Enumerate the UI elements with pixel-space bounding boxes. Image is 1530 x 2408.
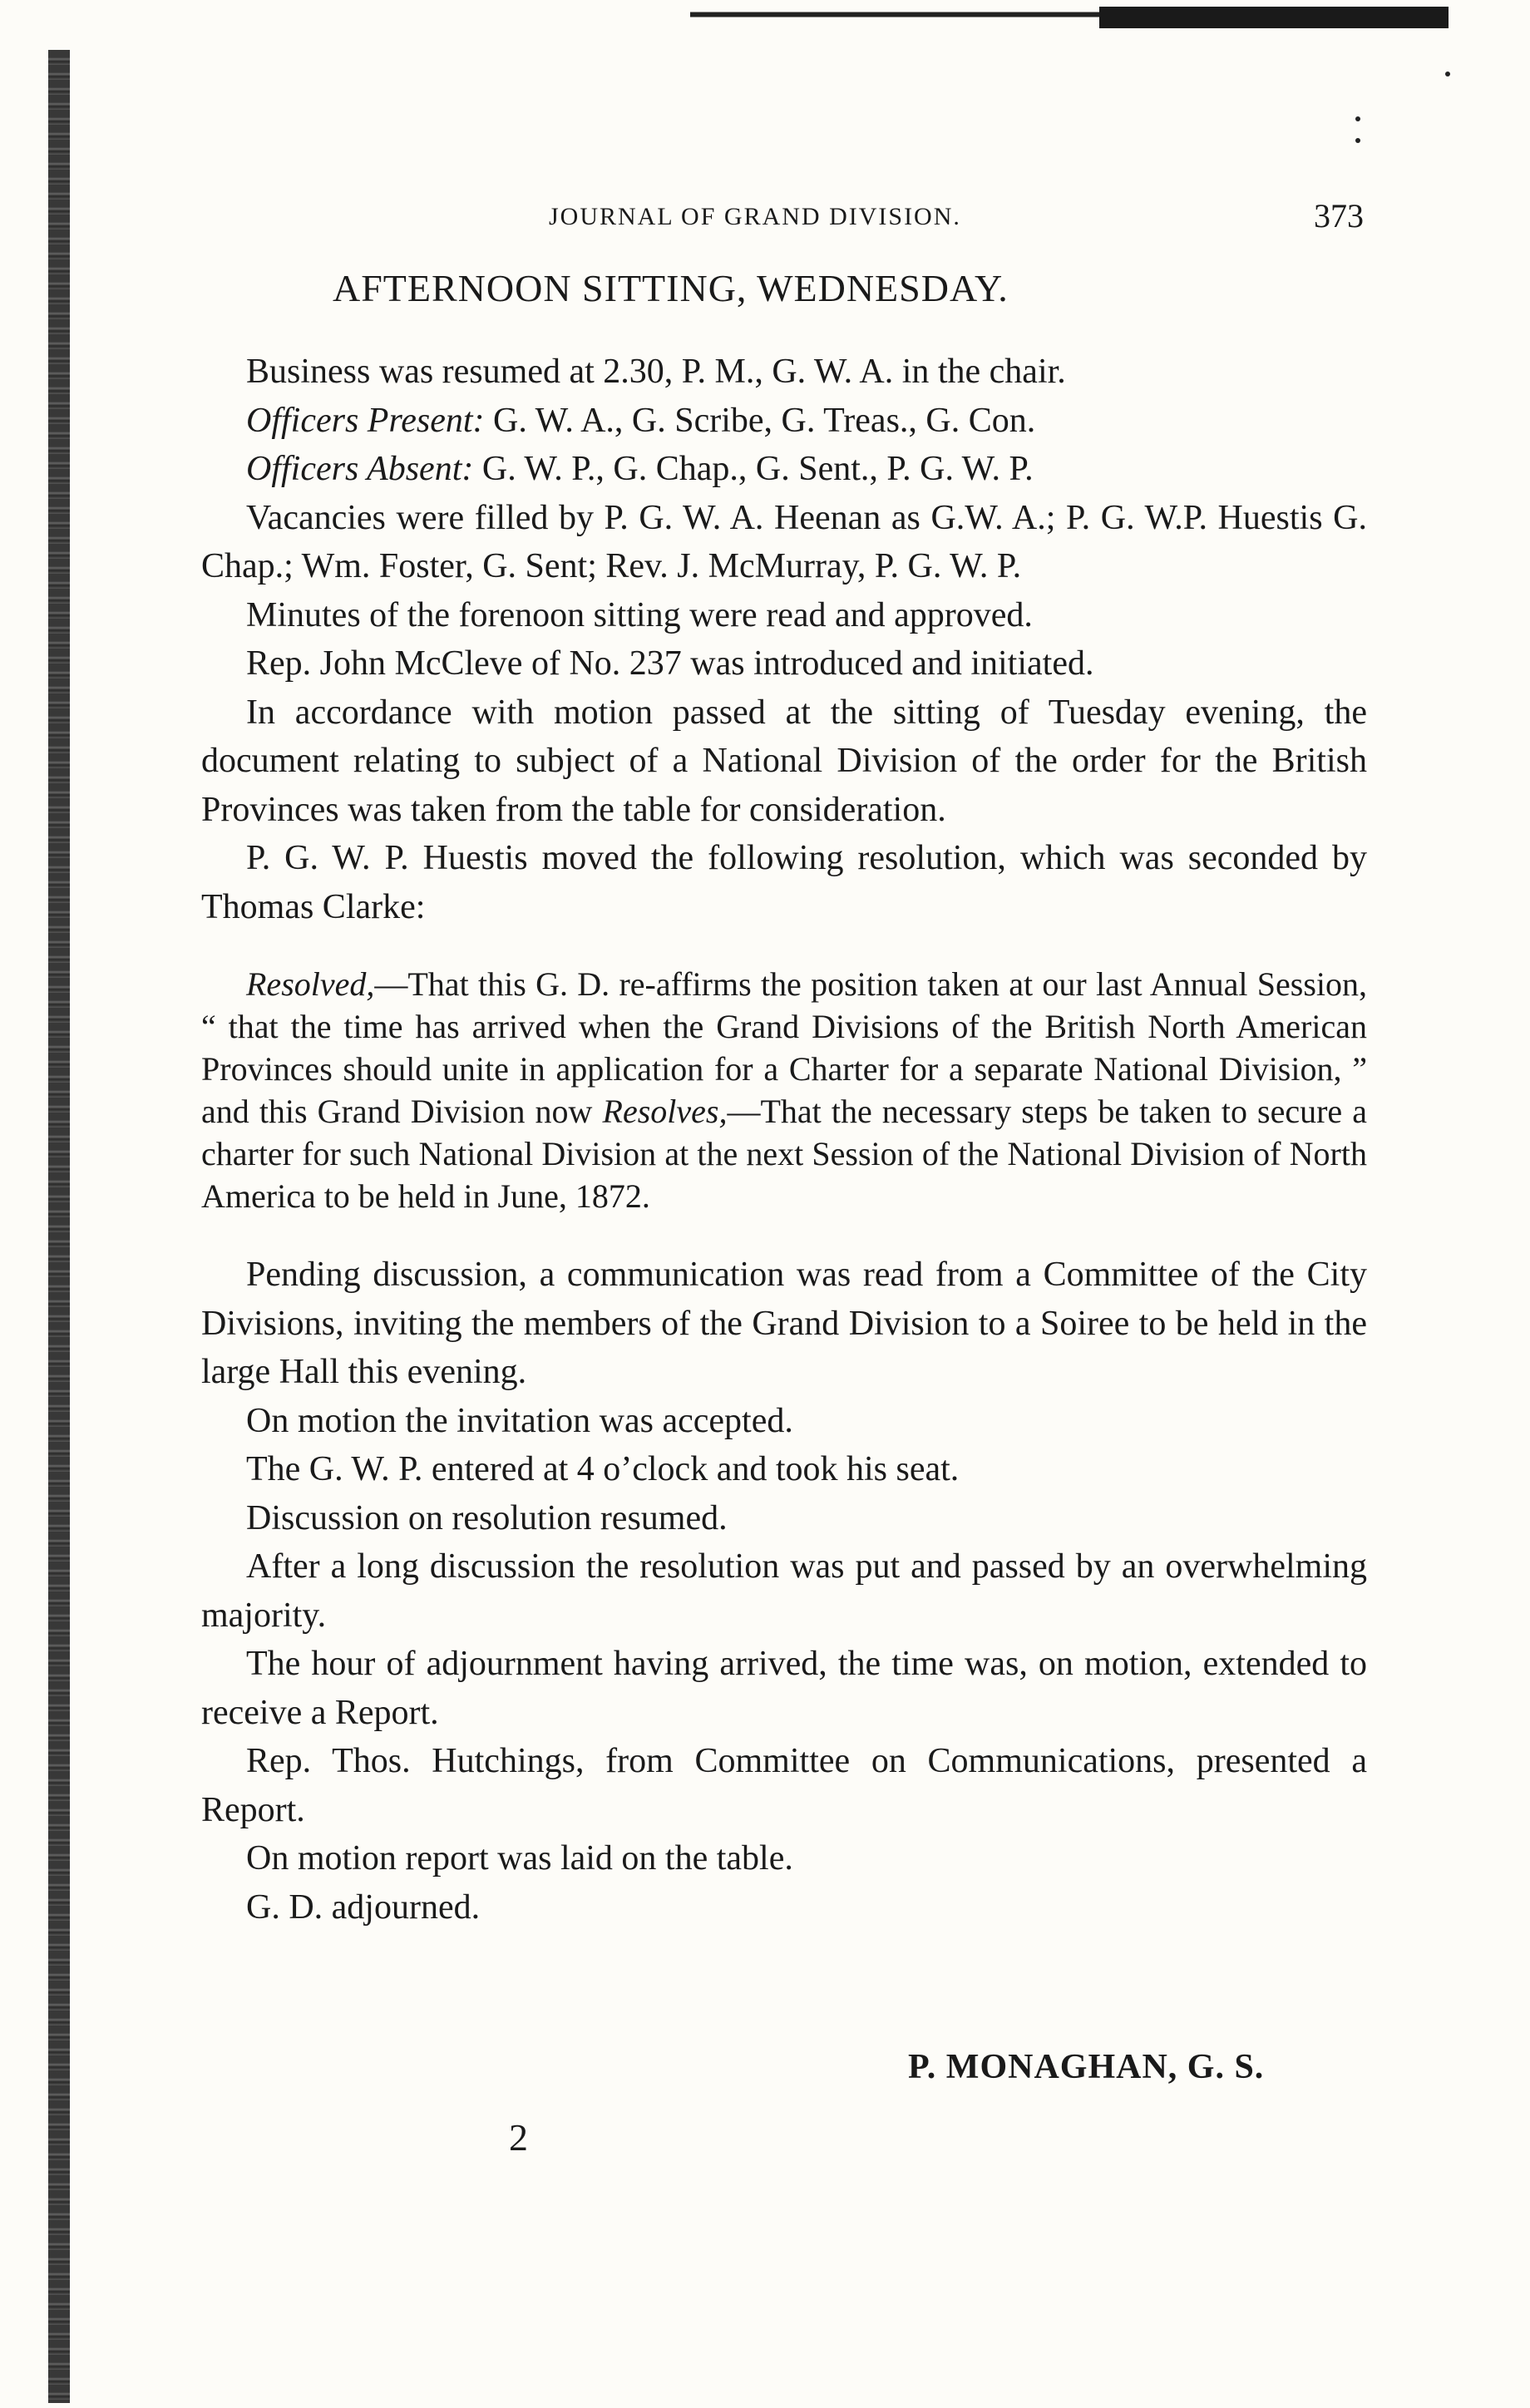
running-head (549, 196, 1380, 246)
paragraph-motion-national-division: In accordance with motion passed at the sitting of Tuesday evening, the document relating to subject of a National Division of the order for the British Provinces was taken from the table for consideration. (201, 693, 1367, 829)
paragraph-business-resumed: Business was resumed at 2.30, P. M., G. W. A. in the chair. (246, 353, 1066, 391)
minutes-body (201, 348, 1367, 1932)
paragraph-minutes-approved: Minutes of the forenoon sitting were read and approved. (246, 595, 1033, 634)
scan-speck (1355, 116, 1360, 121)
paragraph-resolution-moved: P. G. W. P. Huestis moved the following resolution, which was seconded by Thomas Clarke: (201, 839, 1367, 926)
journal-title: JOURNAL OF GRAND DIVISION. (549, 203, 961, 230)
section-heading: AFTERNOON SITTING, WEDNESDAY. (333, 267, 1009, 309)
paragraph-vacancies: Vacancies were filled by P. G. W. A. Heenan as G.W. A.; P. G. W.P. Huestis G. Chap.; Wm. Foster, G. Sent; Rev. J. McMurray, P. G. W. P. (201, 498, 1367, 585)
officers-absent-label: Officers Absent: (246, 450, 474, 488)
paragraph-rep-introduced: Rep. John McCleve of No. 237 was introduced and initiated. (246, 644, 1094, 683)
paragraph-gwp-entered: The G. W. P. entered at 4 o’clock and took his seat. (246, 1450, 960, 1488)
paragraph-report-tabled: On motion report was laid on the table. (246, 1839, 793, 1878)
paragraph-officers-absent (201, 445, 1367, 494)
paragraph-discussion-resumed: Discussion on resolution resumed. (246, 1498, 728, 1537)
resolution-text-part-1: —That this G. D. re-affirms the position taken at our last Annual Session, “ that the time has arrived when the Grand Divisions of the British North American Provinces should unite in application for a Charter for a separate National Division, ” and this Grand Division now (201, 965, 1367, 1130)
resolution-block (201, 963, 1367, 1217)
paragraph-resolution-passed: After a long discussion the resolution was put and passed by an overwhelming majority. (201, 1547, 1367, 1635)
paragraph-pending-discussion: Pending discussion, a communication was read from a Committee of the City Divisions, inviting the members of the Grand Division to a Soiree to be held in the large Hall this evening. (201, 1256, 1367, 1391)
top-scan-rule (690, 7, 1449, 22)
resolved-label: Resolved, (246, 965, 375, 1003)
officers-present-label: Officers Present: (246, 401, 485, 440)
scan-speck (1355, 138, 1360, 143)
paragraph-invitation-accepted: On motion the invitation was accepted. (246, 1401, 793, 1440)
paragraph-report-presented: Rep. Thos. Hutchings, from Committee on Communications, presented a Report. (201, 1742, 1367, 1829)
paragraph-adjourned: G. D. adjourned. (246, 1887, 481, 1927)
officers-present-text: G. W. A., G. Scribe, G. Treas., G. Con. (484, 401, 1036, 440)
signature-number: 2 (509, 2116, 528, 2159)
page-number: 373 (1314, 197, 1364, 234)
resolves-label: Resolves, (602, 1093, 728, 1130)
paragraph-time-extended: The hour of adjournment having arrived, the time was, on motion, extended to receive a Report. (201, 1645, 1367, 1732)
book-binding-edge (48, 50, 70, 2403)
officers-absent-text: G. W. P., G. Chap., G. Sent., P. G. W. P. (473, 450, 1034, 488)
scan-speck (1445, 72, 1450, 76)
signature-name: P. MONAGHAN, G. S. (908, 2048, 1265, 2086)
paragraph-officers-present (201, 397, 1367, 446)
resolution-text-part-2: —That the necessary steps be taken to secure a charter for such National Division at the next Session of the National Division of North America to be held in June, 1872. (201, 1093, 1368, 1215)
